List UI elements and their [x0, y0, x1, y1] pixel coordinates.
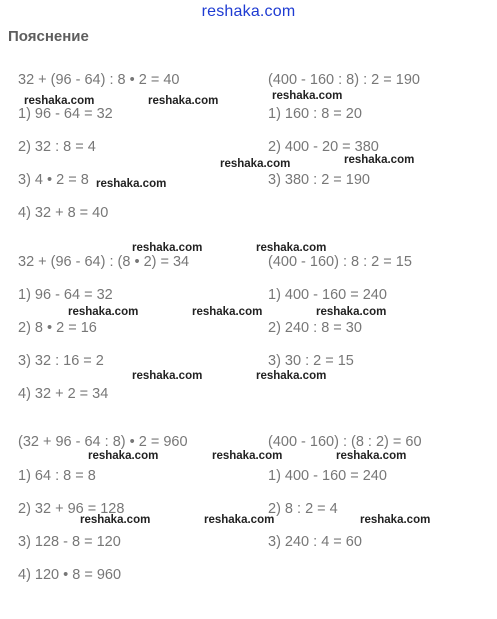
watermark: reshaka.com — [96, 178, 167, 190]
watermark: reshaka.com — [272, 90, 343, 102]
block-1-right-equation: (400 - 160 : 8) : 2 = 190 — [268, 72, 420, 88]
block-1-left-step-1: 1) 96 - 64 = 32 — [18, 106, 113, 122]
block-3-right-equation: (400 - 160) : (8 : 2) = 60 — [268, 434, 422, 450]
watermark: reshaka.com — [80, 514, 151, 526]
site-title: reshaka.com — [201, 3, 296, 20]
block-1-right-step-2: 2) 400 - 20 = 380 — [268, 139, 379, 155]
watermark: reshaka.com — [132, 370, 203, 382]
block-2-left-equation: 32 + (96 - 64) : (8 • 2) = 34 — [18, 254, 190, 270]
watermark: reshaka.com — [220, 158, 291, 170]
block-2-right-step-1: 1) 400 - 160 = 240 — [268, 287, 387, 303]
watermark: reshaka.com — [68, 306, 139, 318]
block-3-right-step-1: 1) 400 - 160 = 240 — [268, 468, 387, 484]
block-3-left-step-4: 4) 120 • 8 = 960 — [18, 567, 122, 583]
block-3-left-equation: (32 + 96 - 64 : 8) • 2 = 960 — [18, 434, 188, 450]
watermark: reshaka.com — [88, 450, 159, 462]
watermark: reshaka.com — [344, 154, 415, 166]
block-2-right-step-2: 2) 240 : 8 = 30 — [268, 320, 362, 336]
block-1-left-step-3: 3) 4 • 2 = 8 — [18, 172, 89, 188]
watermark: reshaka.com — [316, 306, 387, 318]
watermark: reshaka.com — [204, 514, 275, 526]
block-2-left-step-1: 1) 96 - 64 = 32 — [18, 287, 113, 303]
watermark: reshaka.com — [24, 95, 95, 107]
block-1-left-step-4: 4) 32 + 8 = 40 — [18, 205, 109, 221]
block-1-left-equation: 32 + (96 - 64) : 8 • 2 = 40 — [18, 72, 180, 88]
block-1-right-step-1: 1) 160 : 8 = 20 — [268, 106, 362, 122]
block-3-left-step-1: 1) 64 : 8 = 8 — [18, 468, 96, 484]
block-3-left-step-3: 3) 128 - 8 = 120 — [18, 534, 121, 550]
watermark: reshaka.com — [132, 242, 203, 254]
block-1-left-step-2: 2) 32 : 8 = 4 — [18, 139, 96, 155]
watermark: reshaka.com — [256, 370, 327, 382]
block-2-left-step-3: 3) 32 : 16 = 2 — [18, 353, 104, 369]
section-heading: Пояснение — [8, 28, 89, 45]
block-3-right-step-2: 2) 8 : 2 = 4 — [268, 501, 338, 517]
block-3-right-step-3: 3) 240 : 4 = 60 — [268, 534, 362, 550]
watermark: reshaka.com — [212, 450, 283, 462]
watermark: reshaka.com — [192, 306, 263, 318]
block-2-right-equation: (400 - 160) : 8 : 2 = 15 — [268, 254, 412, 270]
watermark: reshaka.com — [360, 514, 431, 526]
watermark: reshaka.com — [256, 242, 327, 254]
block-2-left-step-2: 2) 8 • 2 = 16 — [18, 320, 97, 336]
block-2-right-step-3: 3) 30 : 2 = 15 — [268, 353, 354, 369]
watermark: reshaka.com — [336, 450, 407, 462]
block-1-right-step-3: 3) 380 : 2 = 190 — [268, 172, 370, 188]
block-2-left-step-4: 4) 32 + 2 = 34 — [18, 386, 109, 402]
block-3-left-step-2: 2) 32 + 96 = 128 — [18, 501, 125, 517]
watermark: reshaka.com — [148, 95, 219, 107]
